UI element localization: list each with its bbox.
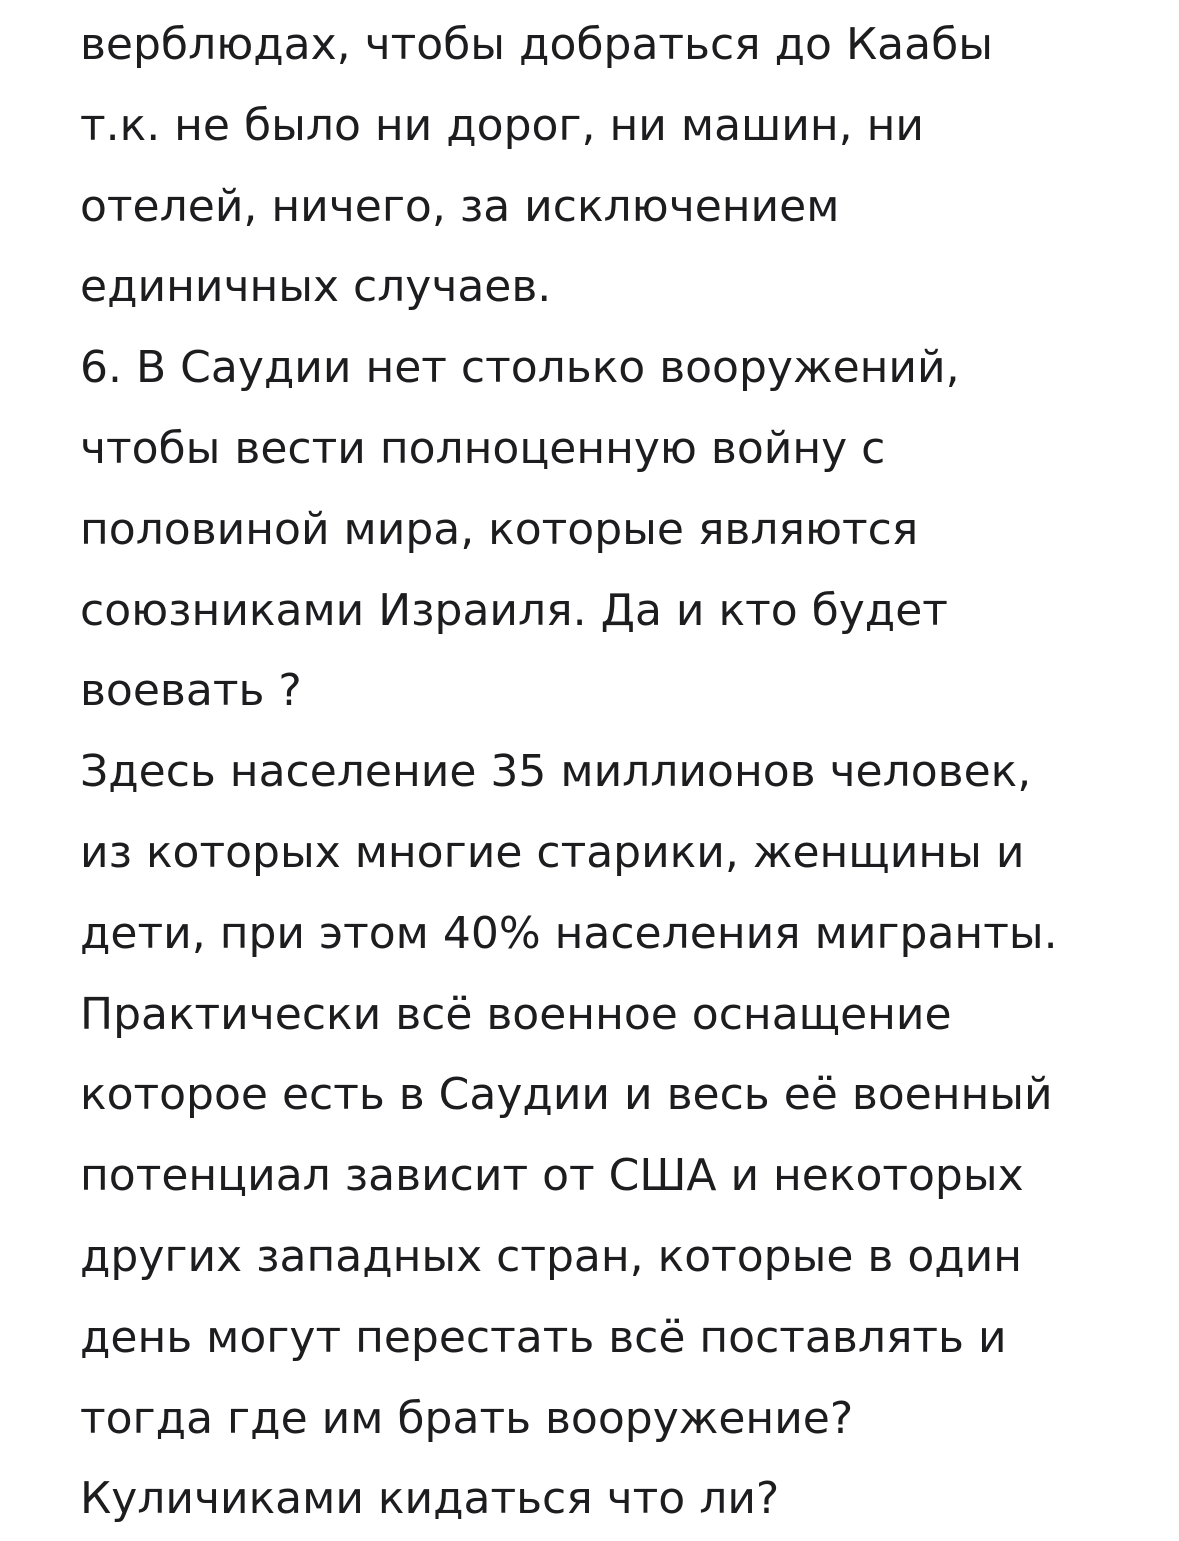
text-line: половиной мира, которые являются: [80, 503, 919, 555]
text-line: из которых многие старики, женщины и: [80, 826, 1025, 878]
text-line: дети, при этом 40% населения мигранты.: [80, 907, 1058, 959]
text-line: чтобы вести полноценную войну с: [80, 422, 886, 474]
text-line: которое есть в Саудии и весь её военный: [80, 1069, 1053, 1121]
text-line: Куличиками кидаться что ли?: [80, 1473, 780, 1525]
text-line: тогда где им брать вооружение?: [80, 1392, 854, 1444]
text-line: день могут перестать всё поставлять и: [80, 1311, 1007, 1363]
text-line: Практически всё военное оснащение: [80, 988, 952, 1040]
text-line: т.к. не было ни дорог, ни машин, ни: [80, 99, 924, 151]
text-line: 6. В Саудии нет столько вооружений,: [80, 342, 960, 394]
text-line: Здесь население 35 миллионов человек,: [80, 746, 1032, 798]
text-line: союзниками Израиля. Да и кто будет: [80, 584, 948, 636]
text-line: единичных случаев.: [80, 261, 552, 313]
text-line: воевать ?: [80, 665, 302, 717]
text-line: отелей, ничего, за исключением: [80, 180, 840, 232]
text-line: верблюдах, чтобы добраться до Каабы: [80, 19, 993, 70]
text-line: потенциал зависит от США и некоторых: [80, 1150, 1024, 1202]
text-line: других западных стран, которые в один: [80, 1230, 1023, 1282]
message-text: [80, 0, 1170, 1538]
